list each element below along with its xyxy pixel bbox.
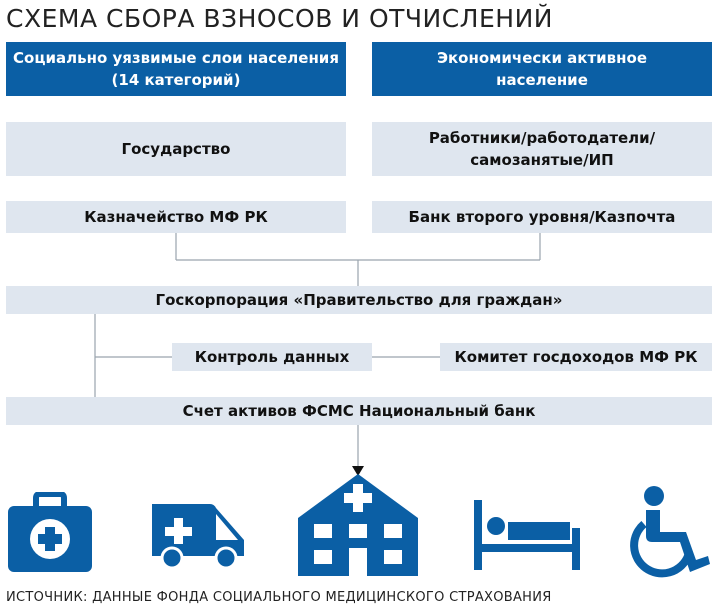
box-workers-line2: самозанятые/ИП [470,151,614,169]
box-tax-committee [440,343,712,371]
box-bank-label: Банк второго уровня/Казпочта [408,208,676,226]
box-goskorporatsiya [6,286,712,314]
box-data-control [172,343,372,371]
first-aid-kit-icon [8,492,92,572]
source-note: ИСТОЧНИК: ДАННЫЕ ФОНДА СОЦИАЛЬНОГО МЕДИЦИНСКОГО СТРАХОВАНИЯ [6,590,552,605]
header-active-population [372,42,712,96]
box-fsms-account-label: Счет активов ФСМС Национальный банк [182,402,536,420]
box-tax-committee-label: Комитет госдоходов МФ РК [454,348,698,366]
box-workers-line1: Работники/работодатели/ [428,129,656,147]
header-vulnerable-population [6,42,346,96]
hospital-bed-icon [474,500,580,570]
header-vulnerable-line2: (14 категорий) [111,71,241,89]
wheelchair-icon [630,486,714,578]
box-treasury [6,201,346,233]
box-goskorporatsiya-label: Госкорпорация «Правительство для граждан» [155,291,563,309]
ambulance-icon [148,500,248,570]
box-state-label: Государство [121,140,231,158]
box-fsms-account [6,397,712,425]
header-active-line1: Экономически активное [436,49,648,67]
box-state [6,122,346,176]
box-bank [372,201,712,233]
hospital-icon [298,474,418,576]
box-treasury-label: Казначейство МФ РК [84,208,268,226]
header-vulnerable-line1: Социально уязвимые слои населения [13,49,339,67]
header-active-line2: население [496,71,588,89]
diagram-title: СХЕМА СБОРА ВЗНОСОВ И ОТЧИСЛЕНИЙ [6,4,553,33]
box-workers [372,122,712,176]
box-data-control-label: Контроль данных [194,348,350,366]
